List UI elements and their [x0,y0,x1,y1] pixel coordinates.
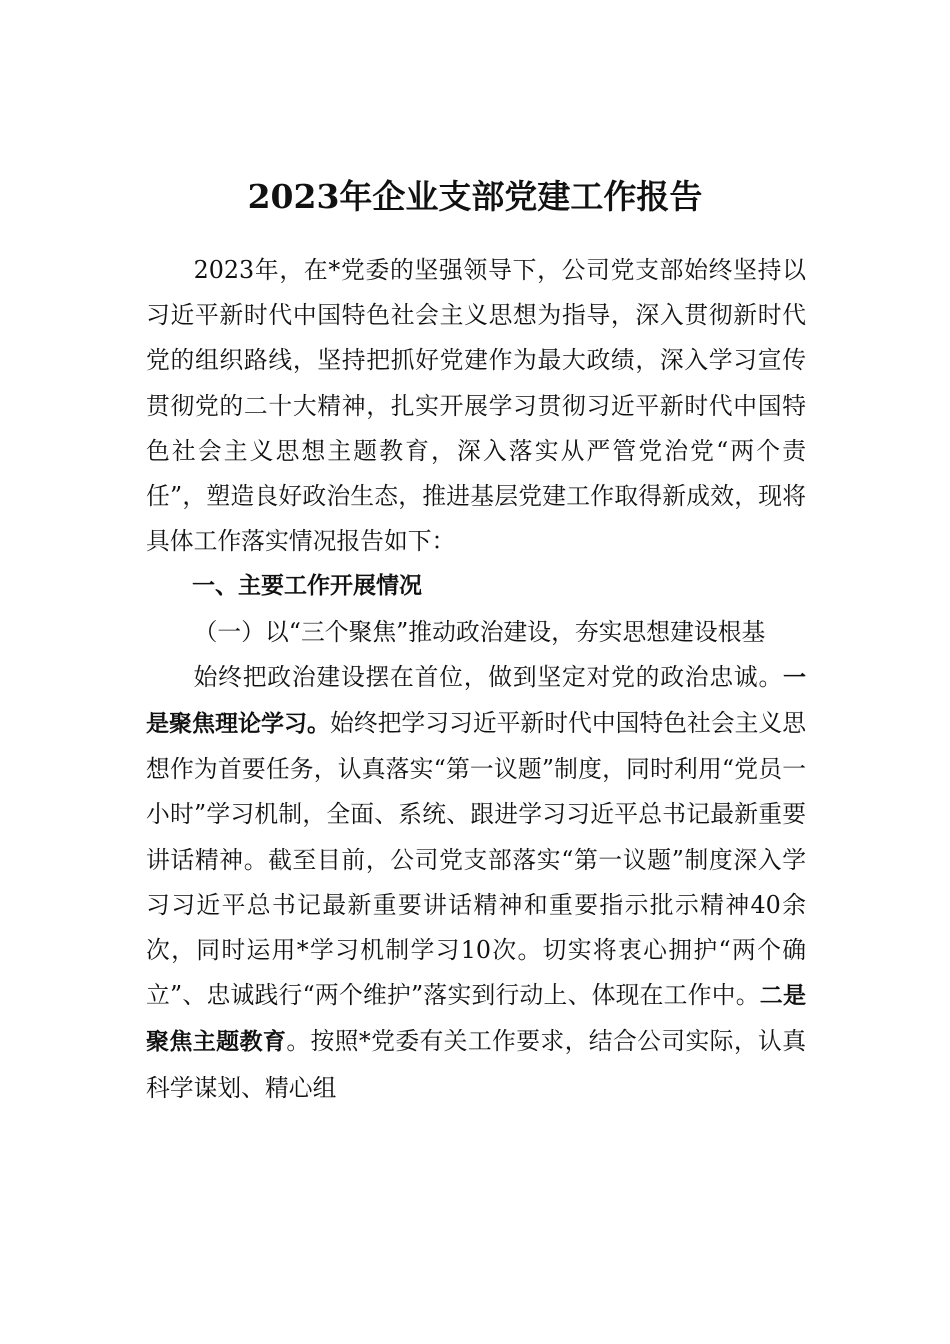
bold-point-one: 一是聚焦理论学习。 [146,664,806,738]
document-body [146,248,806,1111]
point-two-text: 。按照*党委有关工作要求，结合公司实际，认真科学谋划、精心组 [146,1027,807,1102]
body-paragraph [146,655,806,1111]
paragraph-lead: 始终把政治建设摆在首位，做到坚定对党的政治忠诚。 [193,662,783,691]
intro-paragraph: 2023年，在*党委的坚强领导下，公司党支部始终坚持以习近平新时代中国特色社会主义思想为指导，深入贯彻新时代党的组织路线，坚持把抓好党建作为最大政绩，深入学习宣传贯彻党的二十大精神，扎实开展学习贯彻习近平新时代中国特色社会主义思想主题教育，深入落实从严管党治党“两个责任”，塑造良好政治生态，推进基层党建工作取得新成效，现将具体工作落实情况报告如下： [146,256,806,556]
document-title: 2023年企业支部党建工作报告 [247,177,703,216]
point-one-text: 始终把学习习近平新时代中国特色社会主义思想作为首要任务，认真落实“第一议题”制度，同时利用“党员一小时”学习机制，全面、系统、跟进学习习近平总书记最新重要讲话精神。截至目前，公司党支部落实“第一议题”制度深入学习习近平总书记最新重要讲话精神和重要指示批示精神40余次，同时运用*学习机制学习10次。切实将衷心拥护“两个确立”、忠诚践行“两个维护”落实到行动上、体现在工作中。 [146,709,807,1010]
subsection-heading: （一）以“三个聚焦”推动政治建设，夯实思想建设根基 [193,617,766,646]
section-heading: 一、主要工作开展情况 [192,573,422,600]
bold-point-two: 二是聚焦主题教育 [146,983,807,1056]
